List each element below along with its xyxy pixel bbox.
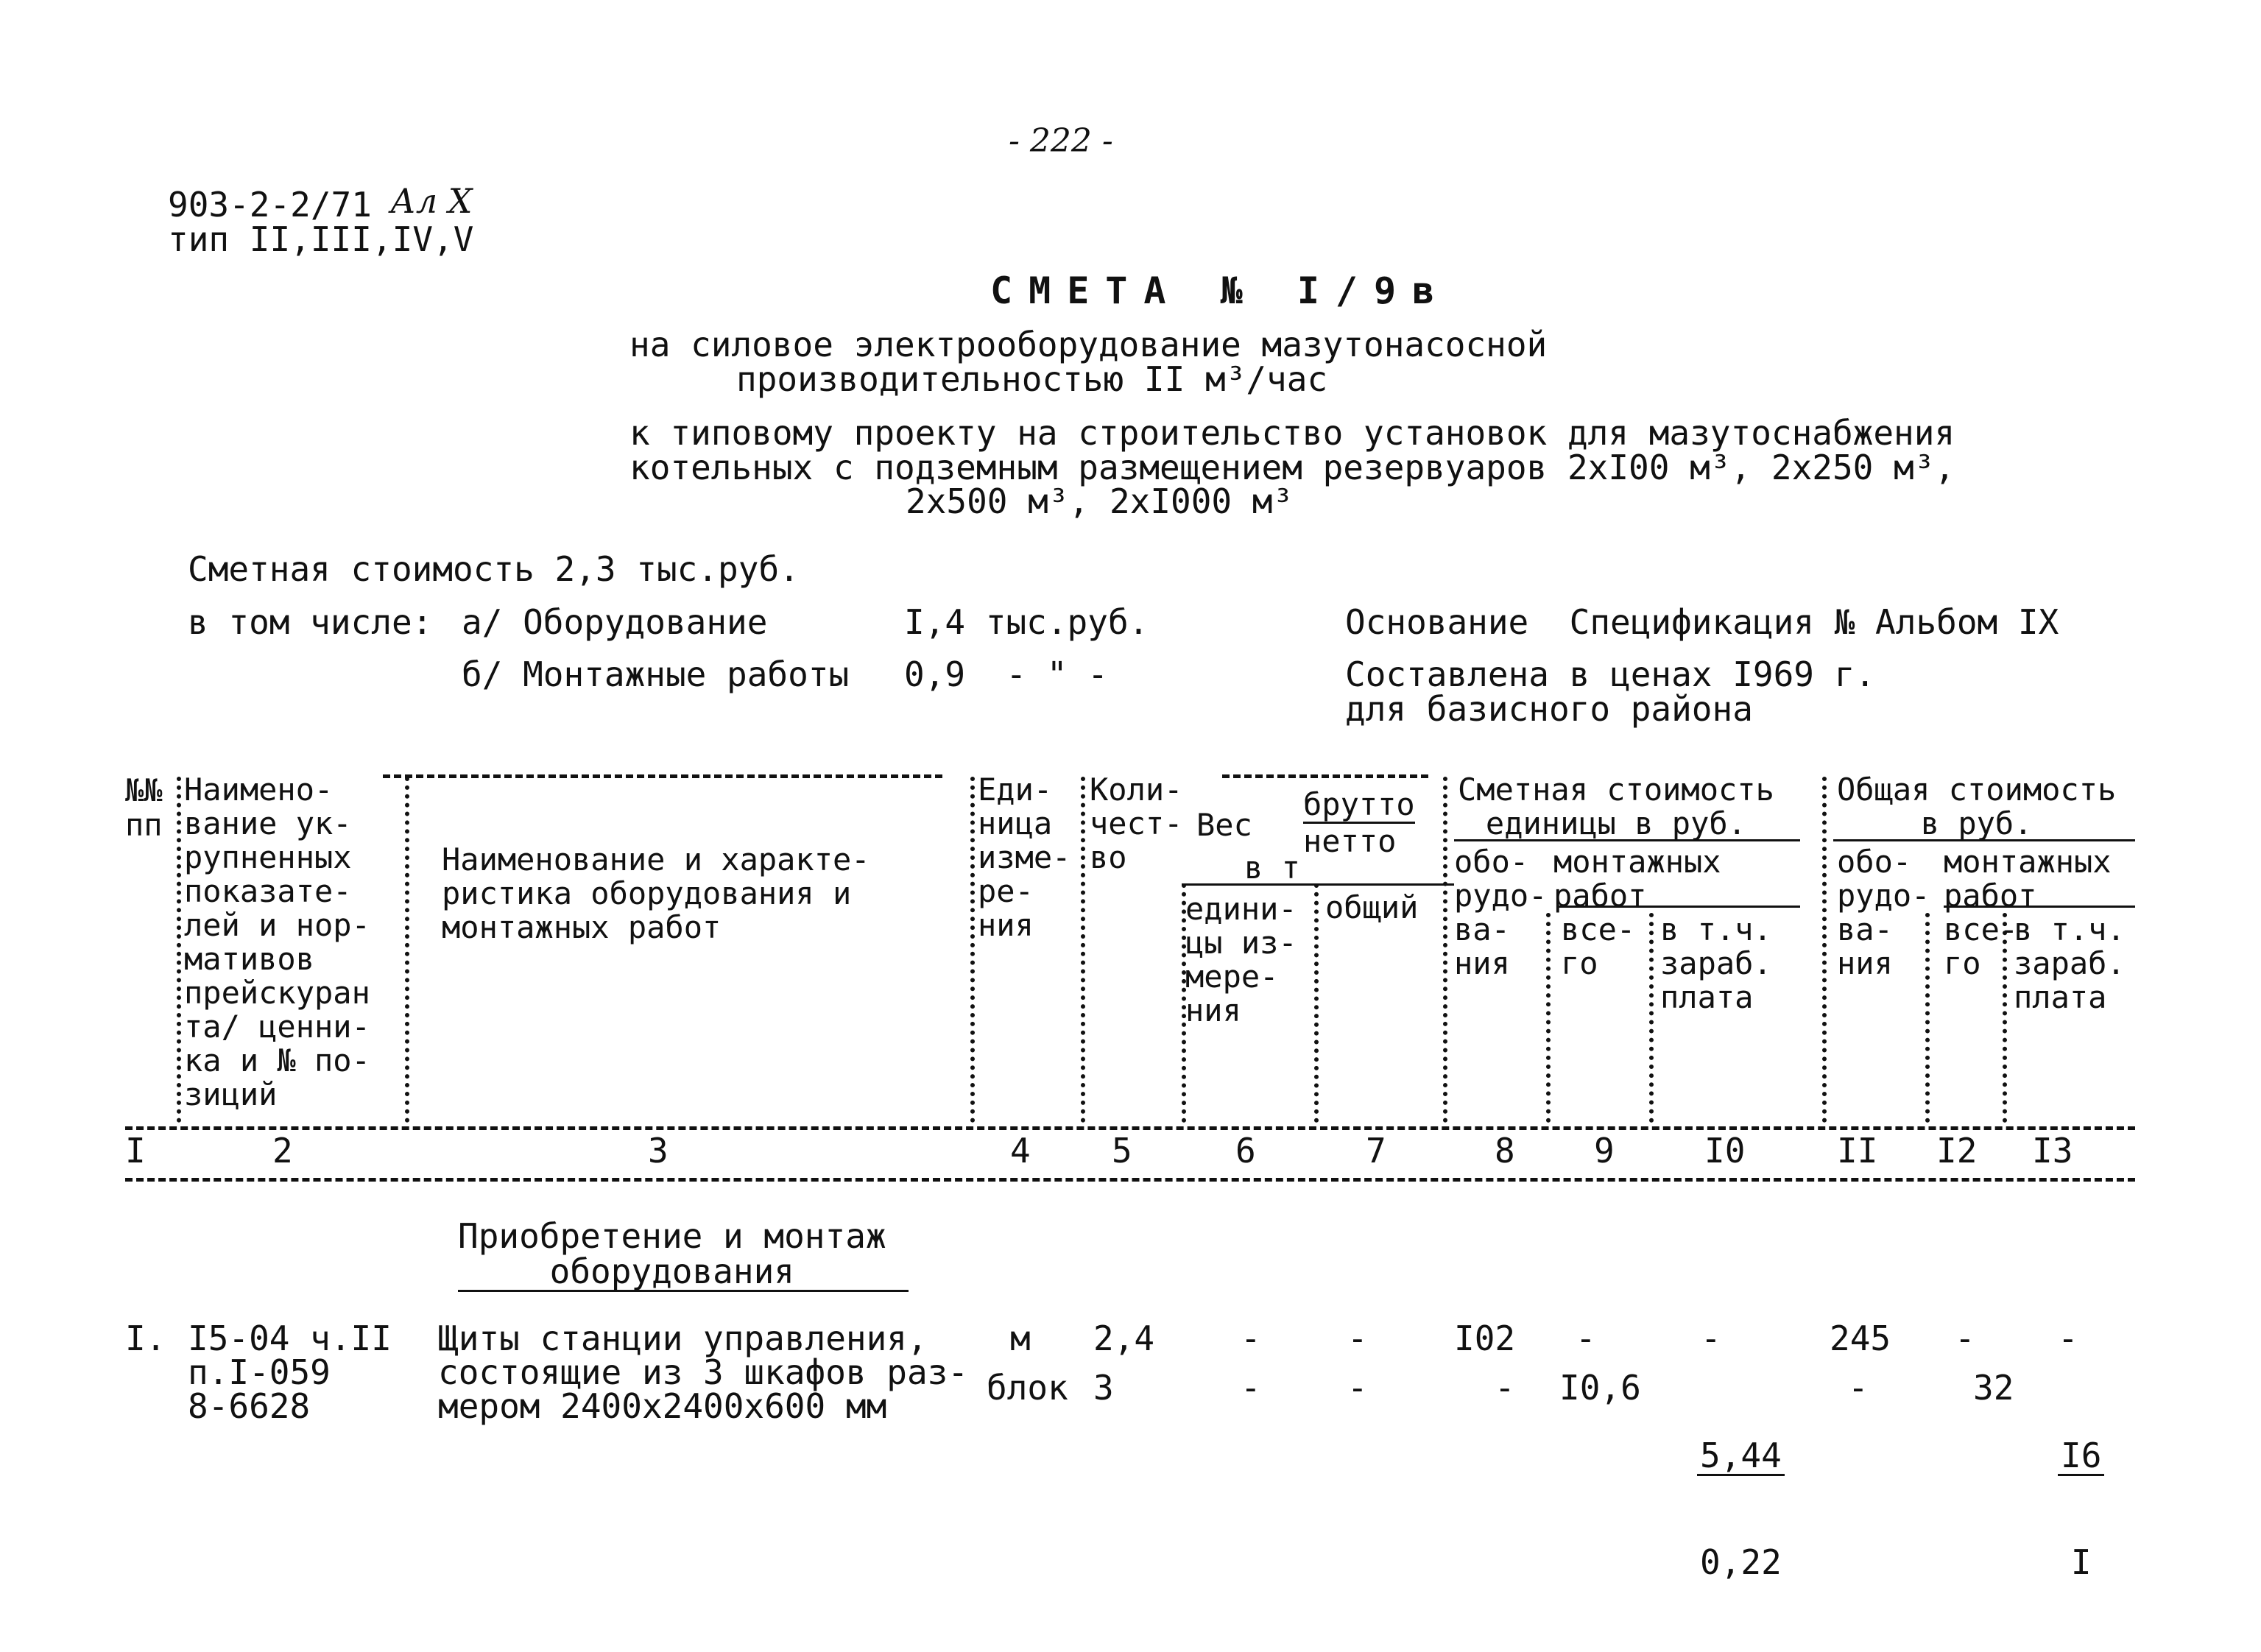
row-mount-wage-total-1: - bbox=[2058, 1319, 2078, 1358]
row-mount-wage-2 bbox=[1697, 1371, 1785, 1613]
header-weight: Вес bbox=[1196, 807, 1252, 843]
colnum-11: II bbox=[1837, 1131, 1878, 1171]
header-mount-unit: монтажных работ bbox=[1553, 844, 1721, 914]
mounting-value: 0,9 - " - bbox=[904, 654, 1108, 694]
equipment-value: I,4 тыс.руб. bbox=[904, 602, 1149, 642]
header-netto: нетто bbox=[1303, 823, 1397, 859]
title-line-2: производительностью II м³/час bbox=[736, 359, 1328, 399]
total-cost-divider bbox=[1833, 839, 2135, 841]
row-code: I5-04 ч.II п.I-059 8-6628 bbox=[188, 1319, 392, 1426]
col-sep-1 bbox=[177, 777, 181, 1123]
row-unit-2: блок bbox=[987, 1368, 1068, 1408]
col-sep-11 bbox=[1925, 913, 1930, 1123]
colnum-3: 3 bbox=[648, 1131, 669, 1171]
row-weight-unit-1: - bbox=[1241, 1319, 1261, 1358]
row-weight-unit-2: - bbox=[1241, 1368, 1261, 1408]
row-mount-all-total-1: - bbox=[1955, 1319, 1975, 1358]
prices-line-2: для базисного района bbox=[1345, 689, 1753, 729]
section-underline bbox=[458, 1290, 909, 1292]
row-unit-1: м bbox=[1010, 1319, 1031, 1358]
header-total-cost: Общая стоимость в руб. bbox=[1837, 772, 2117, 841]
header-col-4: Еди- ница изме- ре- ния bbox=[978, 772, 1071, 943]
wage-total-numerator: I6 bbox=[2058, 1439, 2104, 1476]
header-mount-total: монтажных работ bbox=[1944, 844, 2112, 914]
numbers-bottom-rule bbox=[125, 1178, 2135, 1182]
total-cost: Сметная стоимость 2,3 тыс.руб. bbox=[188, 549, 800, 589]
row-mount-all-total-2: 32 bbox=[1973, 1368, 2014, 1408]
wage-total-denominator: I bbox=[2070, 1542, 2092, 1582]
col-sep-6 bbox=[1314, 883, 1319, 1123]
basis-text: Основание Спецификация № Альбом IX bbox=[1345, 602, 2059, 642]
title-line-3: к типовому проекту на строительство установок для мазутоснабжения bbox=[629, 413, 1955, 453]
row-equip-total-1: 245 bbox=[1830, 1319, 1891, 1358]
colnum-2: 2 bbox=[272, 1131, 293, 1171]
header-top-rule bbox=[383, 774, 942, 778]
title-line-4: котельных с подземным размещением резервуаров 2хI00 м³, 2х250 м³, bbox=[629, 448, 1955, 487]
header-col-9: все- го bbox=[1561, 911, 1636, 981]
header-brutto: брутто bbox=[1303, 786, 1415, 822]
row-mount-wage-1: - bbox=[1701, 1319, 1721, 1358]
header-col-10: в т.ч. зараб. плата bbox=[1660, 911, 1772, 1015]
mounting-label: б/ Монтажные работы bbox=[462, 654, 850, 694]
colnum-13: I3 bbox=[2032, 1131, 2073, 1171]
colnum-6: 6 bbox=[1235, 1131, 1256, 1171]
wage-numerator: 5,44 bbox=[1697, 1439, 1785, 1476]
colnum-4: 4 bbox=[1010, 1131, 1031, 1171]
colnum-8: 8 bbox=[1495, 1131, 1515, 1171]
wage-denominator: 0,22 bbox=[1700, 1542, 1782, 1582]
colnum-1: I bbox=[125, 1131, 146, 1171]
row-number: I. bbox=[125, 1319, 166, 1358]
col-sep-5 bbox=[1182, 883, 1186, 1123]
colnum-5: 5 bbox=[1112, 1131, 1132, 1171]
header-col-5: Коли- чест- во bbox=[1090, 772, 1183, 875]
col-sep-3 bbox=[970, 777, 975, 1123]
row-mount-all-1: - bbox=[1576, 1319, 1596, 1358]
header-col-1: №№ пп bbox=[125, 772, 163, 843]
unit-cost-divider bbox=[1454, 839, 1800, 841]
header-col-3: Наименование и характе- ристика оборудования и монтажных работ bbox=[442, 841, 870, 945]
colnum-12: I2 bbox=[1936, 1131, 1978, 1171]
row-mount-wage-total-2 bbox=[2058, 1371, 2104, 1613]
colnum-9: 9 bbox=[1594, 1131, 1615, 1171]
row-weight-total-2: - bbox=[1347, 1368, 1368, 1408]
equipment-label: а/ Оборудование bbox=[462, 602, 768, 642]
colnum-7: 7 bbox=[1366, 1131, 1386, 1171]
header-col-6: едини- цы из- мере- ния bbox=[1185, 891, 1297, 1028]
col-sep-2 bbox=[405, 777, 409, 1123]
doc-code-annotation: Ал X bbox=[390, 181, 473, 221]
row-equip-unit-2: - bbox=[1495, 1368, 1515, 1408]
including-label: в том числе: bbox=[188, 602, 433, 642]
col-sep-8 bbox=[1546, 913, 1551, 1123]
estimate-title: СМЕТА № I/9в bbox=[990, 269, 1451, 312]
header-top-rule-2 bbox=[1222, 774, 1428, 778]
header-in-t: в т bbox=[1244, 850, 1300, 886]
header-col-12: все- го bbox=[1944, 911, 2019, 981]
mount-total-divider bbox=[1944, 906, 2135, 908]
header-unit-cost: Сметная стоимость единицы в руб. bbox=[1458, 772, 1774, 841]
row-qty-2: 3 bbox=[1093, 1368, 1114, 1408]
prices-line-1: Составлена в ценах I969 г. bbox=[1345, 654, 1876, 694]
doc-type: тип II,III,IV,V bbox=[168, 219, 474, 259]
row-description: Щиты станции управления, состоящие из 3 шкафов раз- мером 2400х2400х600 мм bbox=[438, 1319, 969, 1426]
col-sep-9 bbox=[1649, 913, 1654, 1123]
col-sep-4 bbox=[1081, 777, 1085, 1123]
title-line-1: на силовое электрооборудование мазутонасосной bbox=[629, 325, 1548, 364]
doc-code: 903-2-2/71 bbox=[168, 185, 372, 225]
row-equip-total-2: - bbox=[1848, 1368, 1869, 1408]
col-sep-12 bbox=[2003, 913, 2007, 1123]
title-line-5: 2х500 м³, 2хI000 м³ bbox=[906, 481, 1294, 521]
page-number: - 222 - bbox=[1009, 122, 1113, 160]
col-sep-10 bbox=[1822, 777, 1827, 1123]
header-col-11: обо- рудо- ва- ния bbox=[1837, 844, 1930, 981]
section-heading: Приобретение и монтаж оборудования bbox=[458, 1216, 886, 1291]
col-sep-7 bbox=[1443, 777, 1447, 1123]
row-mount-all-2: I0,6 bbox=[1559, 1368, 1641, 1408]
header-col-2: Наимено- вание ук- рупненных показате- лей и нор- мативов прейскуран та/ ценни- ка и № по- зиций bbox=[184, 772, 370, 1112]
colnum-10: I0 bbox=[1704, 1131, 1746, 1171]
row-qty-1: 2,4 bbox=[1093, 1319, 1155, 1358]
header-col-13: в т.ч. зараб. плата bbox=[2014, 911, 2126, 1015]
row-weight-total-1: - bbox=[1347, 1319, 1368, 1358]
header-col-8: обо- рудо- ва- ния bbox=[1454, 844, 1548, 981]
header-col-7: общий bbox=[1325, 889, 1419, 925]
row-equip-unit-1: I02 bbox=[1454, 1319, 1516, 1358]
numbers-top-rule bbox=[125, 1126, 2135, 1130]
mount-unit-divider bbox=[1557, 906, 1800, 908]
